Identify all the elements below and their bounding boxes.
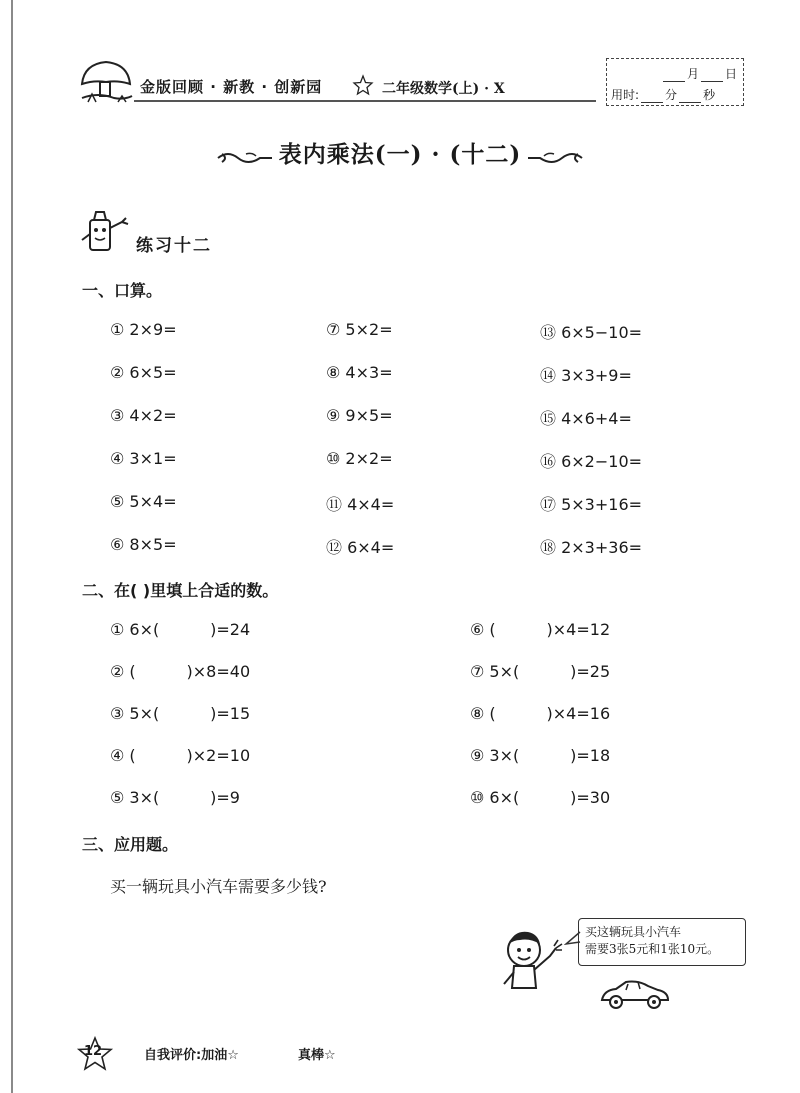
time-line [611,86,715,103]
month-blank[interactable] [663,69,685,82]
oral-calc-item[interactable]: ② 6×5= [110,363,177,382]
grade-subject: 二年级数学(上) · X [382,81,505,97]
pencil-mascot-icon [78,208,134,256]
oral-calc-item[interactable]: ① 2×9= [110,320,177,339]
fill-blank-item[interactable]: ⑥ ( )×4=12 [470,620,611,639]
fill-blank-item[interactable]: ⑨ 3×( )=18 [470,746,611,765]
minute-label: 分 [665,88,678,102]
mushroom-icon [78,58,134,104]
speech-line-1: 买这辆玩具小汽车 [585,925,682,939]
oral-calc-item[interactable]: ④ 3×1= [110,449,177,468]
fill-blank-item[interactable]: ⑦ 5×( )=25 [470,662,611,681]
oral-calc-item[interactable]: ⑱ 2×3+36= [540,538,643,557]
left-ornament-icon [216,148,274,168]
oral-calc-item[interactable]: ⑰ 5×3+16= [540,495,643,514]
oral-calc-item[interactable]: ⑮ 4×6+4= [540,409,632,428]
right-ornament-icon [526,148,584,168]
fill-blank-item[interactable]: ④ ( )×2=10 [110,746,251,765]
oral-calc-item[interactable]: ⑤ 5×4= [110,492,177,511]
toy-car-icon [598,978,672,1010]
fill-blank-item[interactable]: ⑩ 6×( )=30 [470,788,611,807]
month-label: 月 [686,67,699,81]
oral-calc-item[interactable]: ⑦ 5×2= [326,320,393,339]
great-rating: 真棒☆ [298,1048,336,1063]
minute-blank[interactable] [641,90,663,103]
section-2-heading: 二、在( )里填上合适的数。 [82,581,279,600]
day-label: 日 [724,67,737,81]
title-block [0,136,800,169]
date-line [661,65,737,82]
fill-blank-item[interactable]: ⑧ ( )×4=16 [470,704,611,723]
word-problem: 买一辆玩具小汽车需要多少钱? [110,877,327,896]
oral-calc-item[interactable]: ⑧ 4×3= [326,363,393,382]
speech-line-2: 需要3张5元和1张10元。 [585,942,720,956]
oral-calc-item[interactable]: ⑭ 3×3+9= [540,366,632,385]
exercise-title: 练习十二 [136,236,212,256]
oral-calc-item[interactable]: ⑯ 6×2−10= [540,452,643,471]
fill-blank-item[interactable]: ⑤ 3×( )=9 [110,788,240,807]
header-rule [134,100,596,102]
fill-blank-item[interactable]: ② ( )×8=40 [110,662,251,681]
oral-calc-item[interactable]: ③ 4×2= [110,406,177,425]
second-blank[interactable] [679,90,701,103]
star-icon [352,74,374,96]
day-blank[interactable] [701,69,723,82]
fill-blank-item[interactable]: ① 6×( )=24 [110,620,251,639]
second-label: 秒 [703,88,716,102]
oral-calc-item[interactable]: ⑬ 6×5−10= [540,323,643,342]
speech-bubble [578,918,746,966]
series-name: 金版回顾 · 新教 · 创新园 [140,78,323,96]
oral-calc-item[interactable]: ⑪ 4×4= [326,495,395,514]
oral-calc-item[interactable]: ⑫ 6×4= [326,538,395,557]
date-time-box [606,58,744,106]
section-1-heading: 一、口算。 [82,281,163,300]
oral-calc-item[interactable]: ⑩ 2×2= [326,449,393,468]
page-title: 表内乘法(一) · (十二) [278,141,522,168]
oral-calc-item[interactable]: ⑨ 9×5= [326,406,393,425]
self-evaluation: 自我评价:加油☆ [144,1048,239,1063]
section-3-heading: 三、应用题。 [82,835,179,854]
time-used-label: 用时: [611,88,640,102]
page-number: 12 [84,1044,103,1059]
oral-calc-item[interactable]: ⑥ 8×5= [110,535,177,554]
fill-blank-item[interactable]: ③ 5×( )=15 [110,704,251,723]
